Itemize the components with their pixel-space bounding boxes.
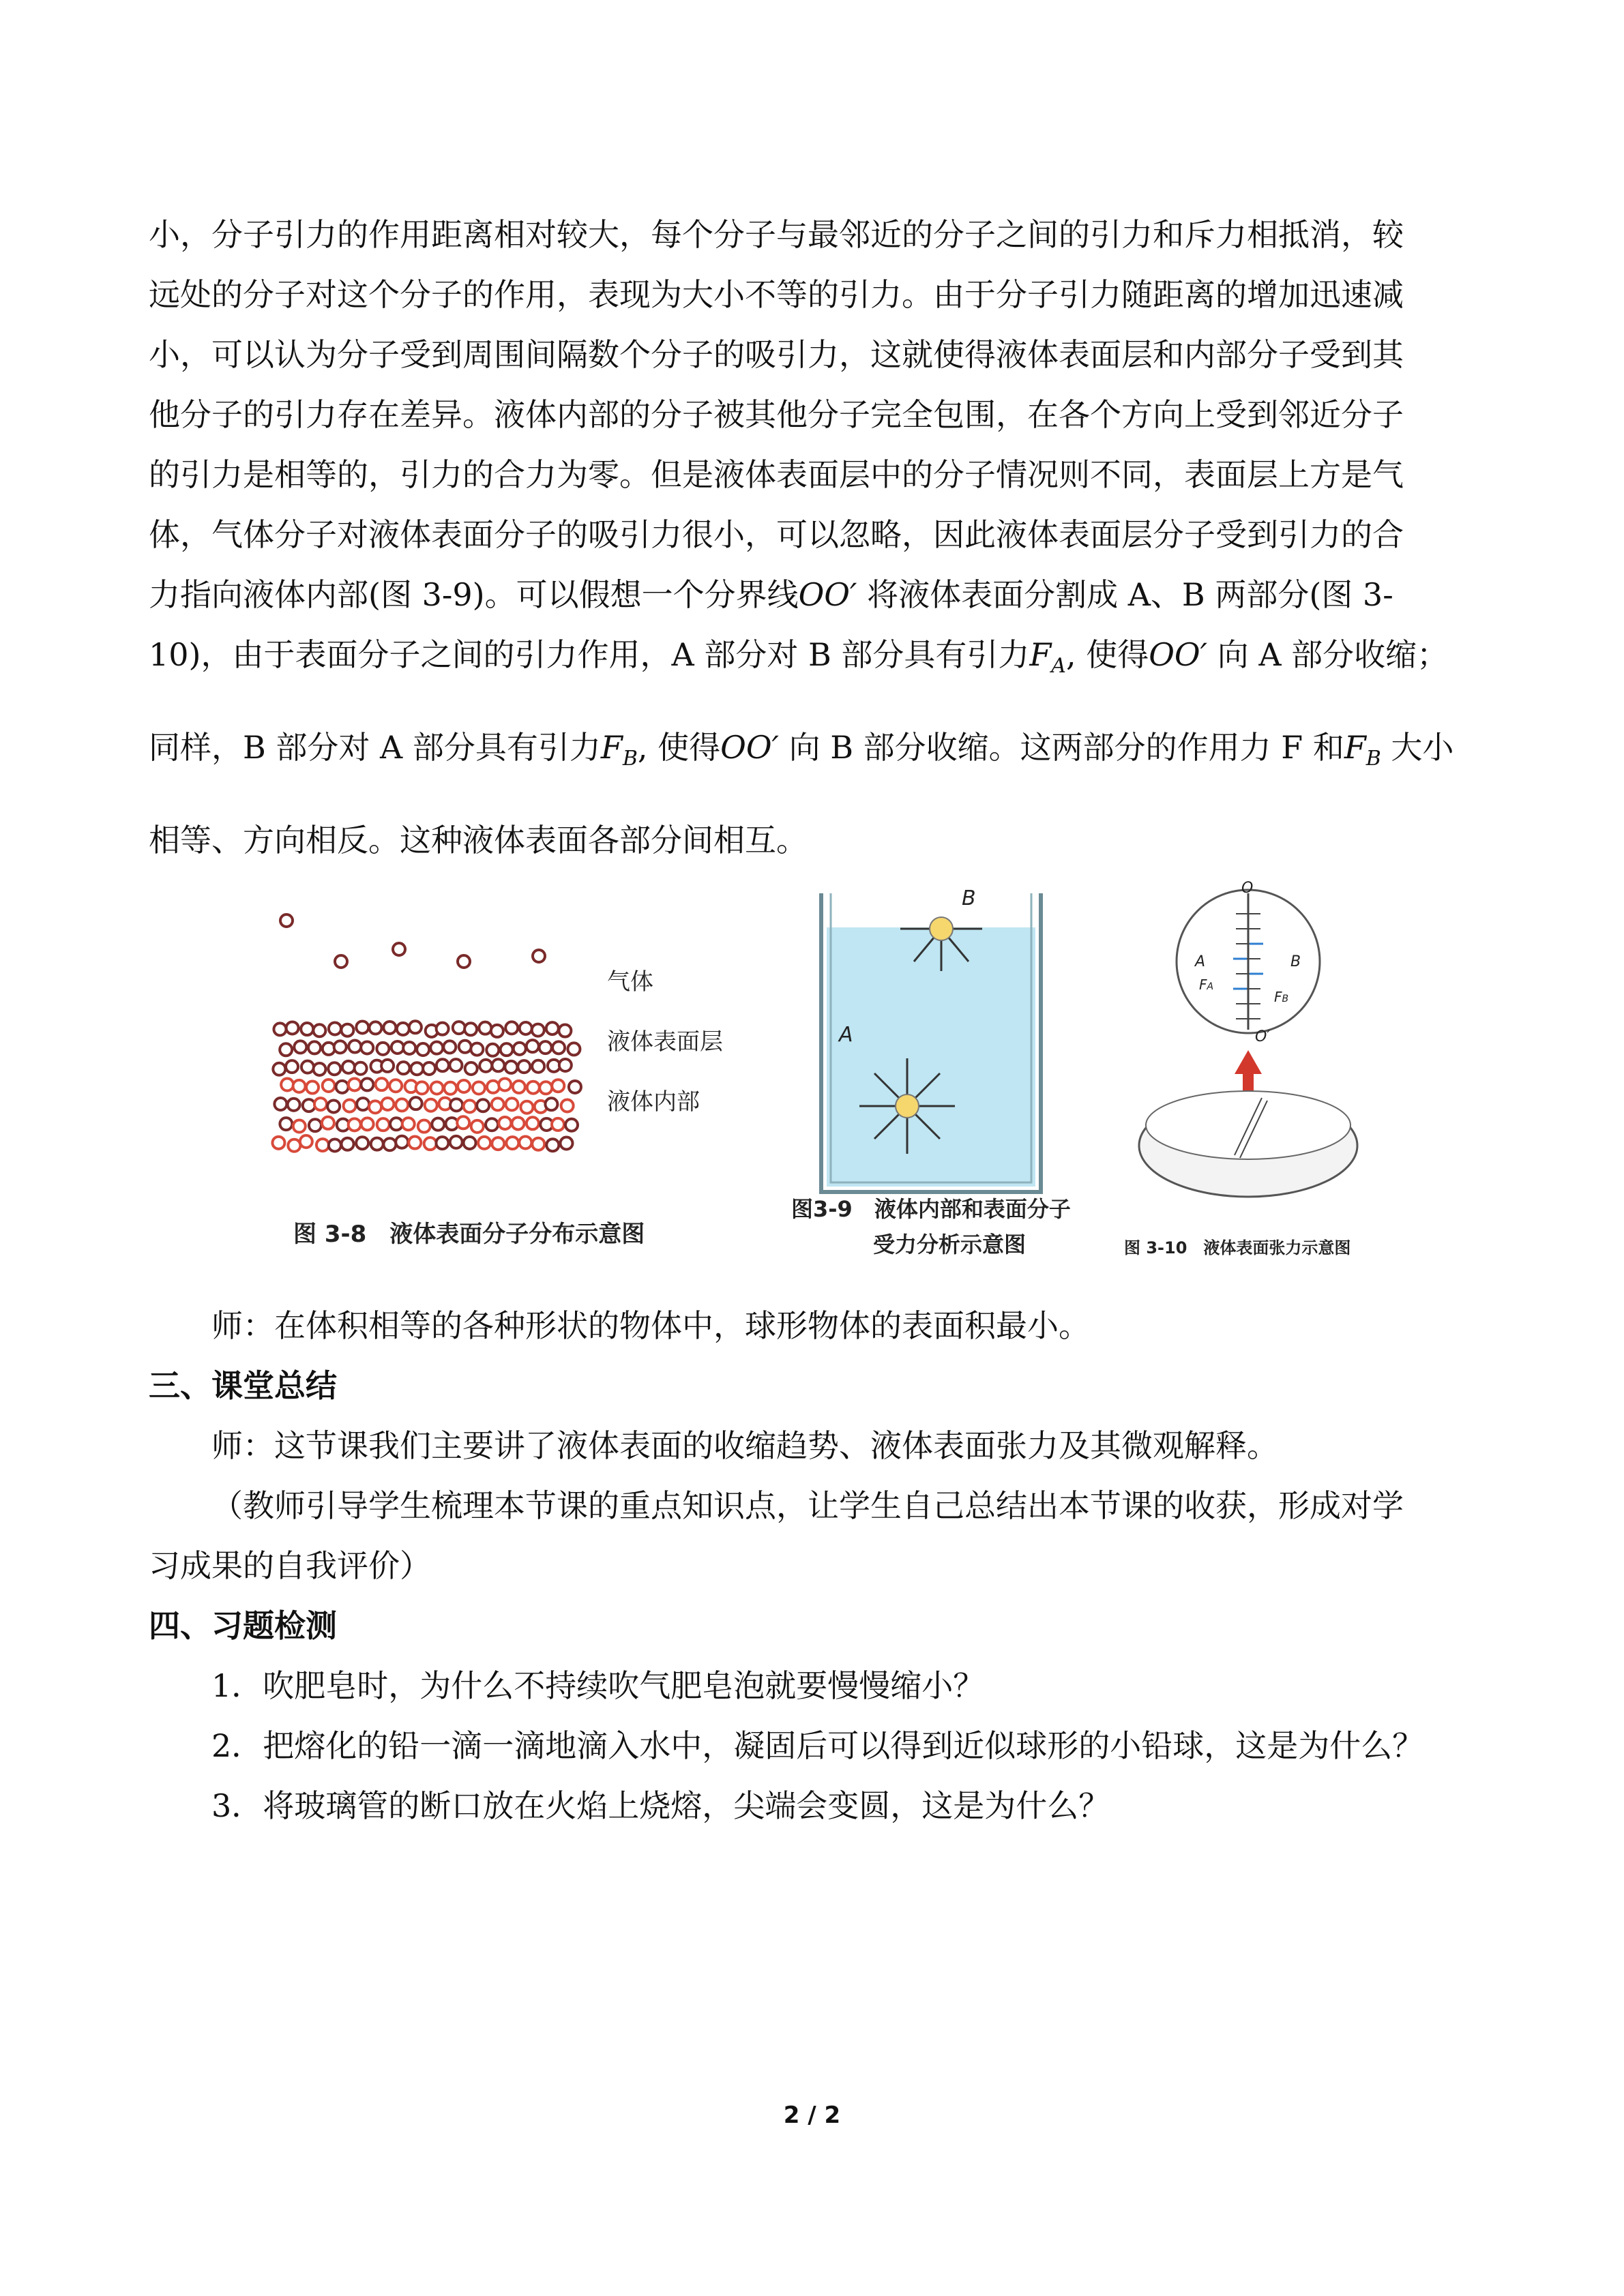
molecule (545, 1098, 557, 1110)
molecule (432, 1118, 444, 1131)
molecule (501, 1043, 513, 1056)
molecule (293, 1080, 306, 1092)
molecule (527, 1040, 539, 1052)
molecule (559, 1025, 571, 1037)
paragraph-line: 远处的分子对这个分子的作用，表现为大小不等的引力。由于分子引力随距离的增加迅速减 (149, 276, 1404, 313)
molecule (477, 1099, 489, 1112)
fa-symbol: F (1199, 976, 1207, 993)
molecule (527, 1117, 539, 1129)
molecule (512, 1117, 525, 1129)
molecule (357, 1098, 369, 1110)
molecule (418, 1120, 430, 1133)
molecule (411, 1062, 423, 1075)
molecule (342, 1138, 354, 1150)
molecule (410, 1097, 422, 1109)
molecule (561, 1100, 574, 1112)
figure-3-9-caption-1: 图3-9 液体内部和表面分子 (791, 1196, 1071, 1222)
molecule (293, 1120, 306, 1133)
oo-symbol: OO′ (798, 576, 857, 613)
fa-subscript: A (1207, 981, 1214, 992)
label-fb (1274, 989, 1288, 1005)
molecule (458, 955, 470, 968)
molecule (371, 1138, 383, 1150)
molecule (417, 1043, 429, 1056)
molecule (425, 1099, 437, 1112)
molecule (505, 1022, 518, 1034)
force-symbol: F (1029, 636, 1052, 673)
text: 向 B 部分收缩。这两部分的作用力 F 和 (778, 729, 1344, 766)
molecule (487, 1081, 499, 1093)
molecule (402, 1118, 415, 1130)
molecule (322, 1117, 334, 1129)
molecule (546, 1139, 559, 1151)
molecule (377, 1043, 389, 1055)
molecule (430, 1082, 443, 1094)
molecule (335, 955, 347, 968)
paragraph-line: 他分子的引力存在差异。液体内部的分子被其他分子完全包围，在各个方向上受到邻近分子 (149, 396, 1404, 433)
oo-symbol: OO′ (720, 729, 779, 766)
molecule (505, 1098, 518, 1110)
molecule (383, 1022, 396, 1034)
teacher-remark-2: 师：这节课我们主要讲了液体表面的收缩趋势、液体表面张力及其微观解释。 (211, 1427, 1278, 1464)
molecule (540, 1082, 552, 1094)
molecule (518, 1060, 530, 1073)
molecule (288, 1139, 300, 1152)
molecule (560, 1137, 572, 1150)
text: 同样，B 部分对 A 部分具有引力 (149, 729, 601, 766)
molecule (392, 1041, 404, 1054)
molecule (349, 1041, 361, 1053)
molecule (409, 1137, 421, 1149)
molecule (309, 1119, 321, 1131)
arrow-up-icon (1235, 1050, 1262, 1091)
label-b: B (1290, 953, 1301, 970)
label-interior: 液体内部 (607, 1088, 700, 1116)
fb-subscript: B (1282, 994, 1289, 1004)
question-1: 1．吹肥皂时，为什么不持续吹气肥皂泡就要慢慢缩小？ (211, 1667, 985, 1704)
molecule (437, 1023, 449, 1035)
molecule (376, 1078, 388, 1090)
molecule (377, 1118, 389, 1131)
label-o-prime: O′ (1255, 1028, 1271, 1045)
molecule (520, 1022, 532, 1034)
label-a: A (839, 1023, 853, 1047)
molecule (334, 1041, 346, 1053)
molecule (323, 1079, 335, 1092)
molecule (280, 1118, 292, 1130)
molecule (328, 1062, 340, 1075)
molecule (532, 1024, 544, 1037)
molecule (313, 1063, 325, 1075)
molecule (369, 1022, 381, 1034)
molecule (443, 1041, 456, 1053)
molecule (492, 1098, 504, 1110)
molecule (479, 1060, 492, 1072)
molecule (519, 1137, 531, 1149)
molecule (403, 1042, 415, 1054)
molecule (532, 1060, 544, 1073)
force-subscript: B (622, 747, 638, 771)
molecule (567, 1043, 580, 1055)
molecule (329, 1022, 341, 1034)
molecule (314, 1098, 327, 1110)
label-surface-layer: 液体表面层 (607, 1028, 723, 1056)
teacher-note-2: 习成果的自我评价） (149, 1547, 431, 1584)
label-gas: 气体 (607, 968, 653, 996)
molecule (349, 1118, 361, 1131)
paragraph-line-10: 相等、方向相反。这种液体表面各部分间相互。 (149, 822, 808, 859)
molecule (527, 1082, 540, 1094)
molecule (444, 1082, 456, 1094)
molecule (436, 1137, 448, 1149)
molecule (306, 1082, 319, 1094)
molecule (499, 1078, 511, 1090)
molecule (449, 1059, 462, 1071)
molecule (361, 1118, 374, 1130)
molecule (423, 1062, 435, 1075)
molecule (355, 1062, 367, 1075)
oo-symbol: OO′ (1149, 636, 1208, 673)
molecule (383, 1138, 396, 1150)
molecule (272, 1137, 284, 1149)
molecule (308, 1041, 321, 1054)
molecule (280, 1043, 292, 1056)
text: 力指向液体内部(图 3-9)。可以假想一个分界线 (149, 576, 799, 613)
molecule (552, 1079, 564, 1092)
molecule (303, 1099, 315, 1112)
molecule (274, 1098, 286, 1110)
molecule (471, 1120, 484, 1133)
molecule (458, 1080, 470, 1092)
molecule (294, 1041, 306, 1053)
fb-symbol: F (1274, 989, 1282, 1005)
force-subscript: A (1051, 654, 1066, 678)
molecule (356, 1137, 368, 1149)
molecule (540, 1041, 552, 1054)
molecule (300, 1135, 312, 1148)
molecule (514, 1043, 526, 1055)
molecule (336, 1081, 349, 1093)
molecule (280, 914, 293, 927)
question-2: 2．把熔化的铅一滴一滴地滴入水中，凝固后可以得到近似球形的小铅球，这是为什么？ (211, 1727, 1424, 1764)
molecule (532, 1138, 544, 1150)
molecule (286, 1060, 298, 1073)
molecule (473, 1082, 485, 1094)
molecule (288, 1099, 300, 1111)
molecule (390, 1118, 402, 1130)
heading-exercises: 四、习题检测 (149, 1607, 337, 1644)
molecule (569, 1081, 581, 1093)
molecule (301, 1061, 314, 1073)
molecule (344, 1100, 356, 1112)
molecule (453, 1022, 465, 1034)
molecule (546, 1022, 559, 1034)
text: 大小 (1381, 729, 1454, 766)
molecule (301, 1023, 313, 1035)
molecule (520, 1101, 533, 1114)
molecule (273, 1063, 285, 1075)
label-a: A (1195, 953, 1206, 970)
molecule (274, 1023, 286, 1035)
molecule (492, 1059, 504, 1071)
figure-3-8-caption: 图 3-8 液体表面分子分布示意图 (293, 1221, 645, 1248)
force-symbol: F (600, 729, 623, 766)
molecule (478, 1137, 490, 1149)
paragraph-line-8 (149, 625, 1472, 685)
molecule (533, 950, 545, 962)
label-fa (1199, 976, 1213, 993)
heading-class-summary: 三、课堂总结 (149, 1367, 337, 1404)
force-symbol: F (1344, 729, 1366, 766)
text: 向 A 部分收缩； (1207, 636, 1449, 673)
molecule (424, 1137, 437, 1150)
molecule (552, 1118, 564, 1131)
molecule (281, 1079, 293, 1091)
molecule (513, 1081, 525, 1093)
molecule (552, 1041, 565, 1054)
label-o: O (1241, 880, 1254, 897)
figure-3-8 (259, 900, 750, 1268)
molecule (349, 1078, 361, 1090)
water-fill (827, 927, 1035, 1187)
surface-molecule (930, 917, 953, 940)
figure-3-9-caption-2: 受力分析示意图 (873, 1232, 1027, 1257)
surface-tension-diagram (1119, 886, 1364, 1221)
molecule (491, 1025, 503, 1037)
text: 10)，由于表面分子之间的引力作用，A 部分对 B 部分具有引力 (149, 636, 1030, 673)
molecule (565, 1119, 578, 1131)
molecule (329, 1139, 341, 1151)
molecule (430, 1042, 443, 1054)
molecule (369, 1101, 381, 1113)
molecule (486, 1118, 498, 1131)
molecule (396, 1099, 408, 1111)
paragraph-line: 小，可以认为分子受到周围间隔数个分子的吸引力，这就使得液体表面层和内部分子受到其 (149, 336, 1404, 373)
label-b: B (962, 886, 976, 910)
molecule (313, 1024, 325, 1037)
molecule (397, 1023, 409, 1035)
molecule (361, 1041, 373, 1054)
molecule (356, 1021, 368, 1033)
molecule (437, 1059, 449, 1071)
molecule (286, 1022, 299, 1034)
molecule (464, 1100, 476, 1112)
paragraph-surface-tension (149, 205, 1472, 870)
paragraph-line: 的引力是相等的，引力的合力为零。但是液体表面层中的分子情况则不同，表面层上方是气 (149, 456, 1404, 493)
molecule (381, 1060, 394, 1072)
molecule (492, 1137, 504, 1150)
molecule (409, 1021, 422, 1033)
molecule (316, 1139, 329, 1151)
molecule (361, 1078, 373, 1090)
teacher-remark-1: 师：在体积相等的各种形状的物体中，球形物体的表面积最小。 (211, 1307, 1090, 1344)
molecule (389, 1079, 402, 1092)
force-subscript: B (1365, 747, 1381, 771)
paragraph-line-9 (149, 717, 1472, 777)
molecule (506, 1137, 518, 1149)
figure-row (259, 880, 1391, 1268)
molecule (393, 943, 405, 955)
teacher-note-1: （教师引导学生梳理本节课的重点知识点，让学生自己总结出本节课的收获，形成对学 (211, 1487, 1404, 1524)
figure-3-10-caption: 图 3-10 液体表面张力示意图 (1124, 1238, 1351, 1257)
molecule (450, 1099, 462, 1111)
molecule (416, 1082, 428, 1094)
molecule (381, 1098, 394, 1110)
molecule (499, 1117, 511, 1129)
figure-3-10 (1119, 880, 1391, 1268)
molecule (341, 1024, 353, 1037)
text: , 使得 (1065, 636, 1149, 673)
text: , 使得 (637, 729, 721, 766)
molecule (465, 1062, 477, 1075)
molecule (342, 1061, 355, 1073)
molecule (398, 1062, 410, 1074)
molecule (471, 1043, 483, 1056)
figure-3-9 (791, 886, 1091, 1268)
molecule (327, 1100, 340, 1112)
question-3: 3．将玻璃管的断口放在火焰上烧熔，尖端会变圆，这是为什么？ (211, 1787, 1110, 1824)
paragraph-line-7 (149, 565, 1472, 625)
molecule (559, 1059, 572, 1071)
paragraph-line: 小，分子引力的作用距离相对较大，每个分子与最邻近的分子之间的引力和斥力相抵消，较 (149, 216, 1404, 253)
interior-molecule (896, 1094, 919, 1118)
molecule (486, 1044, 499, 1056)
page-number: 2 / 2 (783, 2102, 841, 2129)
molecule (464, 1023, 477, 1035)
beaker-force-diagram (812, 886, 1071, 1207)
molecule (459, 1041, 471, 1053)
molecule (450, 1136, 462, 1148)
text: 将液体表面分割成 A、B 两部分(图 3- (857, 576, 1393, 613)
molecule (457, 1116, 469, 1129)
molecule (479, 1022, 491, 1034)
molecule (396, 1136, 408, 1148)
molecule (464, 1137, 476, 1149)
molecule (505, 1061, 517, 1073)
paragraph-line: 体，气体分子对液体表面分子的吸引力很小，可以忽略，因此液体表面层分子受到引力的合 (149, 516, 1404, 553)
